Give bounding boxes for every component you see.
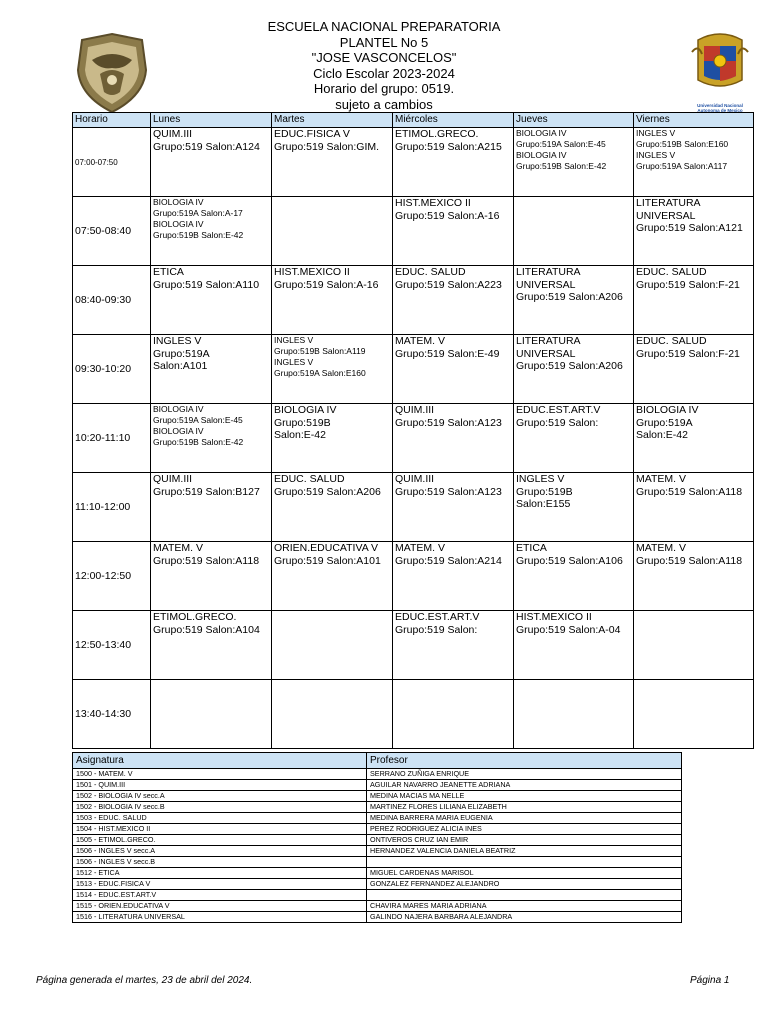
schedule-row — [73, 404, 754, 473]
class-location: Grupo:519 Salon:F-21 — [636, 278, 740, 291]
class-location: Grupo:519 Salon:A104 — [153, 623, 260, 636]
header-thursday: Jueves — [514, 113, 634, 128]
campus-name: PLANTEL No 5 — [339, 34, 429, 50]
class-location: Grupo:519 Salon:A118 — [636, 554, 743, 567]
subject-row — [73, 857, 682, 868]
professor-name: GONZALEZ FERNANDEZ ALEJANDRO — [367, 879, 682, 890]
class-subject: INGLES V — [153, 335, 202, 347]
class-cell — [634, 473, 754, 542]
class-location: Grupo:519 Salon:A206 — [516, 360, 623, 372]
class-subject: BIOLOGIA IV — [153, 197, 204, 207]
class-location: Salon:E155 — [516, 498, 571, 510]
subject-row — [73, 835, 682, 846]
class-subject: MATEM. V — [395, 542, 445, 554]
class-subject: HIST.MEXICO II — [395, 197, 471, 209]
header-wednesday: Miércoles — [393, 113, 514, 128]
group-schedule-title: Horario del grupo: 0519. — [313, 81, 455, 96]
class-subject: MATEM. V — [636, 473, 686, 485]
generated-date: Página generada el martes, 23 de abril del 2024. — [36, 975, 253, 986]
professor-name: MEDINA BARRERA MARIA EUGENIA — [367, 813, 682, 824]
class-cell — [634, 404, 754, 473]
class-cell — [151, 128, 272, 197]
campus-nickname: "JOSE VASCONCELOS" — [311, 50, 457, 65]
class-cell — [393, 611, 514, 680]
professor-name: SERRANO ZUÑIGA ENRIQUE — [367, 769, 682, 780]
class-subject: EDUC. SALUD — [636, 335, 707, 347]
class-cell — [272, 128, 393, 197]
school-name: ESCUELA NACIONAL PREPARATORIA — [267, 19, 501, 34]
schedule-row — [73, 542, 754, 611]
university-caption-2: Autonoma de Mexico — [697, 108, 743, 113]
subjects-table — [72, 752, 682, 923]
class-subject: INGLES V — [636, 128, 676, 138]
class-location: Grupo:519B Salon:E-42 — [153, 230, 244, 240]
class-location: Salon:E-42 — [636, 429, 688, 441]
class-subject: QUIM.III — [153, 128, 193, 140]
schedule-row — [73, 473, 754, 542]
class-cell — [151, 473, 272, 542]
class-cell — [393, 266, 514, 335]
class-location: Grupo:519 Salon:A-16 — [274, 278, 379, 291]
class-location: Grupo:519 Salon:A106 — [516, 554, 623, 567]
class-location: Grupo:519 Salon:B127 — [153, 485, 260, 498]
subject-row — [73, 868, 682, 879]
time-slot: 07:50-08:40 — [73, 197, 151, 266]
subject-name: 1515 - ORIEN.EDUCATIVA V — [73, 901, 367, 912]
class-cell — [634, 542, 754, 611]
class-subject: QUIM.III — [153, 473, 193, 485]
subject-row — [73, 901, 682, 912]
subject-name: 1502 - BIOLOGIA IV secc.A — [73, 791, 367, 802]
class-cell — [272, 542, 393, 611]
class-cell — [514, 197, 634, 266]
header-subject: Asignatura — [73, 753, 367, 769]
schedule-row — [73, 266, 754, 335]
class-subject: INGLES V — [274, 335, 314, 345]
class-subject: ORIEN.EDUCATIVA V — [274, 542, 379, 554]
class-subject: EDUC.EST.ART.V — [395, 611, 480, 623]
class-location: Grupo:519 Salon: — [516, 416, 599, 429]
class-location: Grupo:519A Salon:E160 — [274, 368, 366, 378]
schedule-row — [73, 611, 754, 680]
subject-name: 1513 - EDUC.FISICA V — [73, 879, 367, 890]
class-location: Grupo:519 Salon:A-16 — [395, 209, 500, 222]
class-cell — [634, 197, 754, 266]
subject-row — [73, 912, 682, 923]
class-location: Salon:A101 — [153, 360, 208, 372]
class-subject: INGLES V — [274, 357, 314, 367]
subject-row — [73, 791, 682, 802]
class-location: UNIVERSAL — [516, 347, 576, 360]
class-cell — [393, 335, 514, 404]
class-location: Grupo:519 Salon:F-21 — [636, 347, 740, 360]
class-location: Grupo:519 Salon:A110 — [153, 278, 260, 291]
time-slot: 12:00-12:50 — [73, 542, 151, 611]
subjects-header-row — [73, 753, 682, 769]
class-subject: LITERATURA — [516, 266, 581, 278]
class-subject: QUIM.III — [395, 404, 435, 416]
time-slot: 13:40-14:30 — [73, 680, 151, 749]
professor-name: CHAVIRA MARES MARIA ADRIANA — [367, 901, 682, 912]
subject-to-change-note: sujeto a cambios — [335, 96, 433, 112]
subject-name: 1505 - ETIMOL.GRECO. — [73, 835, 367, 846]
class-cell — [272, 404, 393, 473]
class-cell — [393, 473, 514, 542]
professor-name — [367, 857, 682, 868]
time-slot: 10:20-11:10 — [73, 404, 151, 473]
professor-name: MARTINEZ FLORES LILIANA ELIZABETH — [367, 802, 682, 813]
class-cell — [514, 611, 634, 680]
subject-row — [73, 879, 682, 890]
class-cell — [272, 335, 393, 404]
class-subject: MATEM. V — [153, 542, 203, 554]
subject-name: 1516 - LITERATURA UNIVERSAL — [73, 912, 367, 923]
class-subject: BIOLOGIA IV — [153, 404, 204, 414]
professor-name — [367, 890, 682, 901]
class-subject: BIOLOGIA IV — [516, 128, 567, 138]
class-cell — [272, 473, 393, 542]
class-location: Grupo:519 Salon: — [395, 623, 478, 636]
class-subject: BIOLOGIA IV — [153, 426, 204, 436]
class-cell — [634, 611, 754, 680]
time-slot: 07:00-07:50 — [73, 128, 151, 197]
class-subject: ETIMOL.GRECO. — [395, 128, 479, 140]
professor-name: MIGUEL CARDENAS MARISOL — [367, 868, 682, 879]
class-subject: EDUC. SALUD — [274, 473, 345, 485]
professor-name: GALINDO NAJERA BARBARA ALEJANDRA — [367, 912, 682, 923]
class-location: Grupo:519 Salon:A121 — [636, 222, 743, 234]
class-subject: EDUC.EST.ART.V — [516, 404, 601, 416]
class-location: Grupo:519 Salon:GIM. — [274, 140, 380, 153]
class-location: Grupo:519 Salon:E-49 — [395, 347, 500, 360]
class-cell — [514, 473, 634, 542]
time-slot: 12:50-13:40 — [73, 611, 151, 680]
professor-name: AGUILAR NAVARRO JEANETTE ADRIANA — [367, 780, 682, 791]
header-professor: Profesor — [367, 753, 682, 769]
class-subject: BIOLOGIA IV — [516, 150, 567, 160]
class-location: UNIVERSAL — [636, 209, 696, 222]
class-location: Grupo:519 Salon:A214 — [395, 554, 502, 567]
class-location: Grupo:519A — [636, 416, 693, 429]
subject-name: 1506 - INGLES V secc.A — [73, 846, 367, 857]
professor-name: MEDINA MACIAS MA NELLE — [367, 791, 682, 802]
class-cell — [514, 128, 634, 197]
class-subject: LITERATURA — [636, 197, 701, 209]
class-location: Grupo:519 Salon:A206 — [274, 485, 381, 498]
class-cell — [151, 542, 272, 611]
class-cell — [393, 128, 514, 197]
class-location: Grupo:519B — [274, 416, 331, 429]
class-subject: BIOLOGIA IV — [153, 219, 204, 229]
professor-name: HERNANDEZ VALENCIA DANIELA BEATRIZ — [367, 846, 682, 857]
class-cell — [151, 197, 272, 266]
class-cell — [514, 266, 634, 335]
class-cell — [393, 542, 514, 611]
class-cell — [634, 266, 754, 335]
class-cell — [272, 611, 393, 680]
class-location: Grupo:519 Salon:A206 — [516, 291, 623, 303]
class-location: Grupo:519A Salon:A117 — [636, 161, 728, 171]
class-subject: MATEM. V — [636, 542, 686, 554]
unam-university-shield-icon — [688, 30, 752, 113]
class-subject: BIOLOGIA IV — [274, 404, 337, 416]
subject-row — [73, 824, 682, 835]
subject-name: 1514 - EDUC.EST.ART.V — [73, 890, 367, 901]
class-cell — [272, 266, 393, 335]
class-cell — [393, 680, 514, 749]
class-subject: INGLES V — [636, 150, 676, 160]
schedule-row — [73, 128, 754, 197]
document-header — [0, 19, 768, 112]
header-tuesday: Martes — [272, 113, 393, 128]
class-cell — [393, 404, 514, 473]
class-cell — [634, 680, 754, 749]
subject-row — [73, 813, 682, 824]
subject-row — [73, 802, 682, 813]
class-location: Grupo:519 Salon:A123 — [395, 416, 502, 429]
class-subject: ETIMOL.GRECO. — [153, 611, 237, 623]
class-subject: ETICA — [153, 266, 184, 278]
schedule-row — [73, 680, 754, 749]
class-cell — [393, 197, 514, 266]
class-location: Salon:E-42 — [274, 429, 326, 441]
class-subject: HIST.MEXICO II — [274, 266, 350, 278]
subject-name: 1512 - ETICA — [73, 868, 367, 879]
schedule-header-row — [73, 113, 754, 128]
class-cell — [151, 404, 272, 473]
class-subject: INGLES V — [516, 473, 565, 485]
class-subject: EDUC. SALUD — [636, 266, 707, 278]
class-location: Grupo:519 Salon:A101 — [274, 554, 381, 567]
class-cell — [634, 128, 754, 197]
subject-name: 1504 - HIST.MEXICO II — [73, 824, 367, 835]
class-subject: HIST.MEXICO II — [516, 611, 592, 623]
class-subject: EDUC. SALUD — [395, 266, 466, 278]
header-friday: Viernes — [634, 113, 754, 128]
class-location: Grupo:519 Salon:A124 — [153, 140, 260, 153]
class-location: Grupo:519A Salon:A-17 — [153, 208, 243, 218]
class-cell — [151, 335, 272, 404]
class-location: Grupo:519 Salon:A215 — [395, 140, 502, 153]
schedule-table — [72, 112, 754, 749]
professor-name: ONTIVEROS CRUZ IAN EMIR — [367, 835, 682, 846]
class-cell — [151, 680, 272, 749]
class-location: Grupo:519 Salon:A118 — [636, 485, 743, 498]
subject-name: 1502 - BIOLOGIA IV secc.B — [73, 802, 367, 813]
class-cell — [151, 266, 272, 335]
class-location: Grupo:519B Salon:E-42 — [516, 161, 607, 171]
class-subject: QUIM.III — [395, 473, 435, 485]
subject-row — [73, 846, 682, 857]
subject-name: 1506 - INGLES V secc.B — [73, 857, 367, 868]
class-subject: ETICA — [516, 542, 547, 554]
class-cell — [514, 542, 634, 611]
class-location: Grupo:519 Salon:A123 — [395, 485, 502, 498]
time-slot: 08:40-09:30 — [73, 266, 151, 335]
class-location: Grupo:519B Salon:A119 — [274, 346, 366, 356]
class-location: Grupo:519 Salon:A223 — [395, 278, 502, 291]
subject-row — [73, 769, 682, 780]
class-subject: MATEM. V — [395, 335, 445, 347]
class-location: Grupo:519B Salon:E-42 — [153, 437, 244, 447]
time-slot: 11:10-12:00 — [73, 473, 151, 542]
class-cell — [151, 611, 272, 680]
class-subject: BIOLOGIA IV — [636, 404, 699, 416]
class-cell — [514, 680, 634, 749]
class-location: UNIVERSAL — [516, 278, 576, 291]
class-location: Grupo:519A Salon:E-45 — [516, 139, 606, 149]
subject-name: 1503 - EDUC. SALUD — [73, 813, 367, 824]
schedule-row — [73, 335, 754, 404]
subject-row — [73, 780, 682, 791]
class-location: Grupo:519A Salon:E-45 — [153, 415, 243, 425]
class-location: Grupo:519B Salon:E160 — [636, 139, 729, 149]
schedule-row — [73, 197, 754, 266]
header-time: Horario — [73, 113, 151, 128]
class-location: Grupo:519 Salon:A-04 — [516, 623, 621, 636]
class-subject: EDUC.FISICA V — [274, 128, 350, 140]
subject-name: 1500 - MATEM. V — [73, 769, 367, 780]
university-caption-1: Universidad Nacional — [697, 103, 743, 108]
class-cell — [634, 335, 754, 404]
subject-name: 1501 - QUIM.III — [73, 780, 367, 791]
class-cell — [272, 197, 393, 266]
class-subject: LITERATURA — [516, 335, 581, 347]
time-slot: 09:30-10:20 — [73, 335, 151, 404]
class-cell — [272, 680, 393, 749]
class-cell — [514, 404, 634, 473]
subject-row — [73, 890, 682, 901]
class-location: Grupo:519B — [516, 485, 573, 498]
professor-name: PEREZ RODRIGUEZ ALICIA INES — [367, 824, 682, 835]
class-cell — [514, 335, 634, 404]
class-location: Grupo:519 Salon:A118 — [153, 554, 260, 567]
page-number: Página 1 — [690, 975, 730, 986]
class-location: Grupo:519A — [153, 347, 210, 360]
header-monday: Lunes — [151, 113, 272, 128]
school-year: Ciclo Escolar 2023-2024 — [313, 65, 455, 81]
